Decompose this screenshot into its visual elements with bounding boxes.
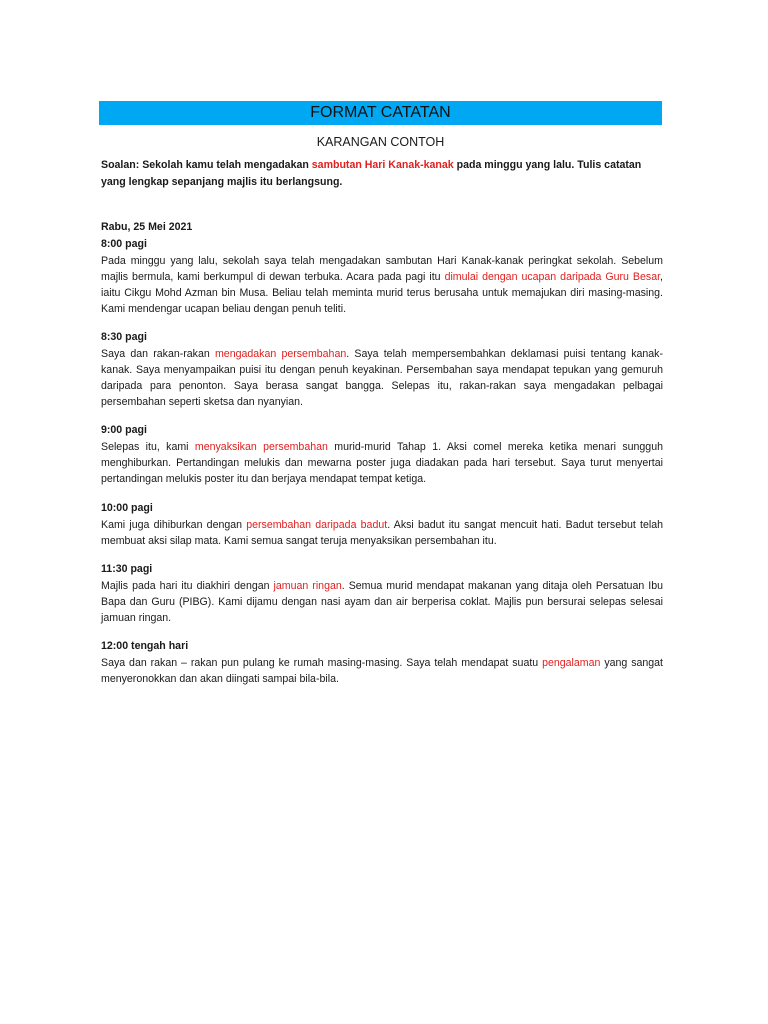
entry-text: Selepas itu, kami bbox=[101, 441, 195, 453]
entry-date: Rabu, 25 Mei 2021 bbox=[101, 221, 193, 233]
entry-time: 10:00 pagi bbox=[101, 502, 153, 514]
entry-text-end: . Aksi badut itu sangat mencuit hati. Badut tersebut telah membuat aksi silap mata. Kami semua sangat teruja menyaksikan persembahan itu. bbox=[101, 519, 663, 547]
entry-time: 8:30 pagi bbox=[101, 331, 147, 343]
entry-paragraph bbox=[101, 253, 663, 317]
entry-text-end: murid-murid Tahap 1. Aksi comel mereka ketika menari sungguh menghiburkan. Pertandingan melukis dan mewarna poster juga diadakan pada hari tersebut. Saya turut menyertai pertandingan melukis poster itu dan berjaya mendapat tempat ketiga. bbox=[101, 441, 663, 485]
entry-time: 12:00 tengah hari bbox=[101, 640, 189, 652]
question-text: Soalan: Sekolah kamu telah mengadakan bbox=[101, 159, 312, 171]
entry-paragraph bbox=[101, 439, 663, 487]
entry-block bbox=[101, 500, 663, 549]
entry-text-end: . Semua murid mendapat makanan yang ditaja oleh Persatuan Ibu Bapa dan Guru (PIBG). Kami dijamu dengan nasi ayam dan air berperisa coklat. Majlis pun bersurai selepas selesai jamuan ringan. bbox=[101, 580, 663, 624]
entry-highlight: menyaksikan persembahan bbox=[194, 441, 328, 453]
entry-highlight: pengalaman bbox=[542, 657, 601, 669]
question-text-end: pada minggu yang lalu. Tulis catatan yang lengkap sepanjang majlis itu berlangsung. bbox=[101, 159, 642, 188]
entry-paragraph bbox=[101, 578, 663, 626]
entry-text: Saya dan rakan – rakan pun pulang ke rumah masing-masing. Saya telah mendapat suatu bbox=[101, 657, 543, 669]
title-banner: FORMAT CATATAN bbox=[99, 101, 662, 125]
entry-text: Pada minggu yang lalu, sekolah saya telah mengadakan sambutan Hari Kanak-kanak peringkat sekolah. Sebelum majlis bermula, kami berkumpul di dewan terbuka. Acara pada pagi itu bbox=[101, 255, 663, 283]
entry-paragraph bbox=[101, 346, 663, 410]
entry-text-end: , iaitu Cikgu Mohd Azman bin Musa. Beliau telah meminta murid terus berusaha untuk memajukan diri masing-masing. Kami mendengar ucapan beliau dengan penuh teliti. bbox=[101, 271, 663, 315]
entry-time: 8:00 pagi bbox=[101, 238, 147, 250]
entry-paragraph bbox=[101, 517, 663, 549]
entry-time: 11:30 pagi bbox=[101, 563, 153, 575]
entry-highlight: dimulai dengan ucapan daripada Guru Besar bbox=[444, 271, 661, 283]
entry-highlight: mengadakan persembahan bbox=[214, 348, 347, 360]
entry-highlight: persembahan daripada badut bbox=[246, 519, 388, 531]
entry-block bbox=[101, 329, 663, 410]
entry-highlight: jamuan ringan bbox=[273, 580, 342, 592]
subtitle: KARANGAN CONTOH bbox=[316, 135, 445, 149]
entry-text: Kami juga dihiburkan dengan bbox=[101, 519, 247, 531]
entry-text: Saya dan rakan-rakan bbox=[101, 348, 215, 360]
entry-paragraph bbox=[101, 655, 663, 687]
entry-block bbox=[101, 561, 663, 626]
entry-block bbox=[101, 638, 663, 687]
entry-text: Majlis pada hari itu diakhiri dengan bbox=[101, 580, 274, 592]
entry-time: 9:00 pagi bbox=[101, 424, 147, 436]
question-highlight: sambutan Hari Kanak-kanak bbox=[311, 159, 454, 171]
entry-text-end: yang sangat menyeronokkan dan akan diingati sampai bila-bila. bbox=[101, 657, 664, 685]
entry-text-end: . Saya telah mempersembahkan deklamasi puisi tentang kanak-kanak. Saya menyampaikan puisi itu dengan penuh keyakinan. Persembahan saya mendapat tepukan yang gemuruh daripada para penonton. Saya berasa sangat bangga. Selepas itu, rakan-rakan saya mengadakan pelbagai persembahan seperti sketsa dan nyanyian. bbox=[101, 348, 663, 408]
question-prompt bbox=[101, 157, 663, 191]
entry-block bbox=[101, 236, 663, 317]
entry-block bbox=[101, 422, 663, 487]
